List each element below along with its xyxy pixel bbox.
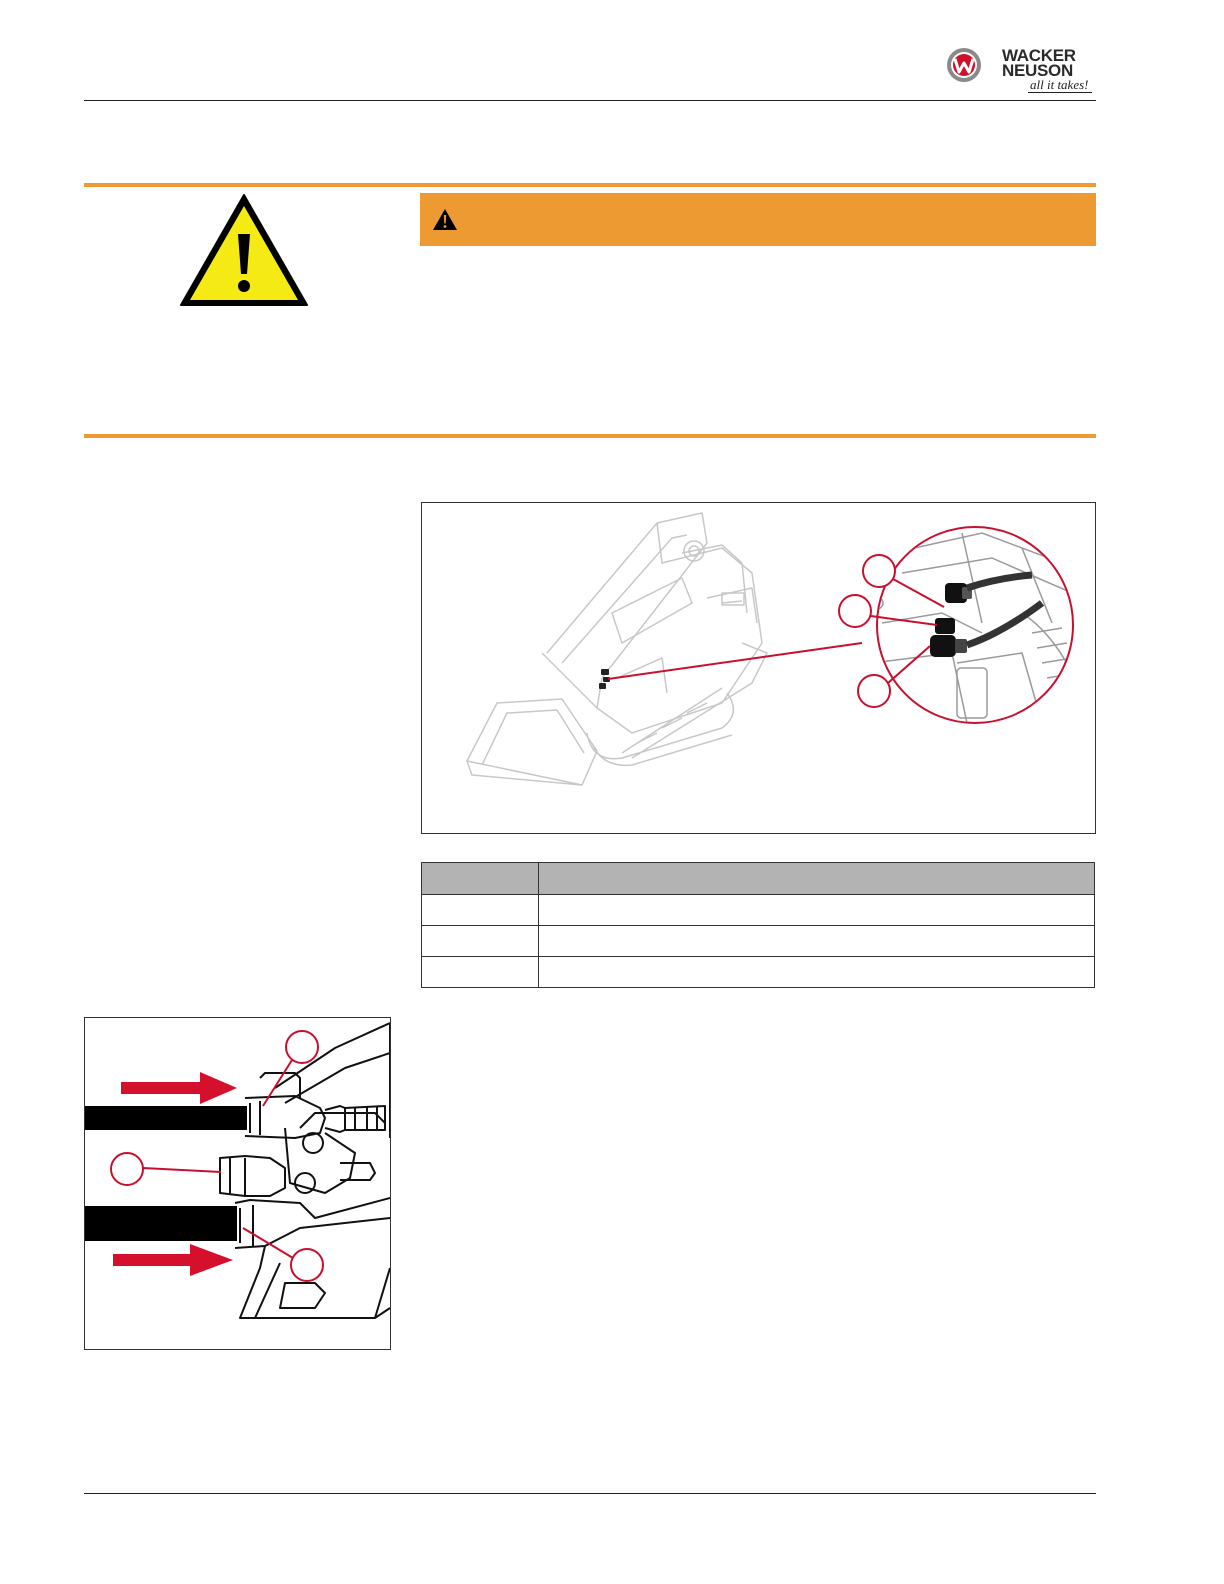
brand-line-1: WACKER (1002, 46, 1076, 65)
machine-overview-figure (421, 502, 1096, 834)
wacker-neuson-logo (940, 42, 1100, 98)
brand-tagline: all it takes! (1030, 77, 1089, 92)
warning-small-icon (432, 208, 458, 231)
legend-header-cell-item (422, 863, 539, 895)
legend-cell-description (539, 926, 1095, 957)
brand-line-2: NEUSON (1002, 61, 1073, 80)
table-row (422, 926, 1095, 957)
table-row (422, 957, 1095, 988)
tagline-underline (1028, 92, 1092, 93)
legend-cell-description (539, 957, 1095, 988)
table-row (422, 895, 1095, 926)
legend-header-cell-description (539, 863, 1095, 895)
coupler-closeup-figure (84, 1017, 391, 1350)
legend-cell-item (422, 926, 539, 957)
coupler-closeup-drawing (85, 1018, 390, 1349)
legend-cell-description (539, 895, 1095, 926)
warning-bottom-rule (84, 434, 1096, 438)
footer-rule (84, 1493, 1096, 1494)
logo-emblem-icon (944, 45, 984, 85)
legend-cell-item (422, 895, 539, 926)
warning-top-rule (84, 183, 1096, 187)
legend-cell-item (422, 957, 539, 988)
legend-table-header (422, 863, 1095, 895)
machine-overview-drawing (422, 503, 1095, 833)
warning-header-bar (420, 193, 1096, 246)
warning-triangle-icon (178, 192, 310, 308)
legend-table (421, 862, 1095, 988)
header-rule (84, 100, 1096, 101)
